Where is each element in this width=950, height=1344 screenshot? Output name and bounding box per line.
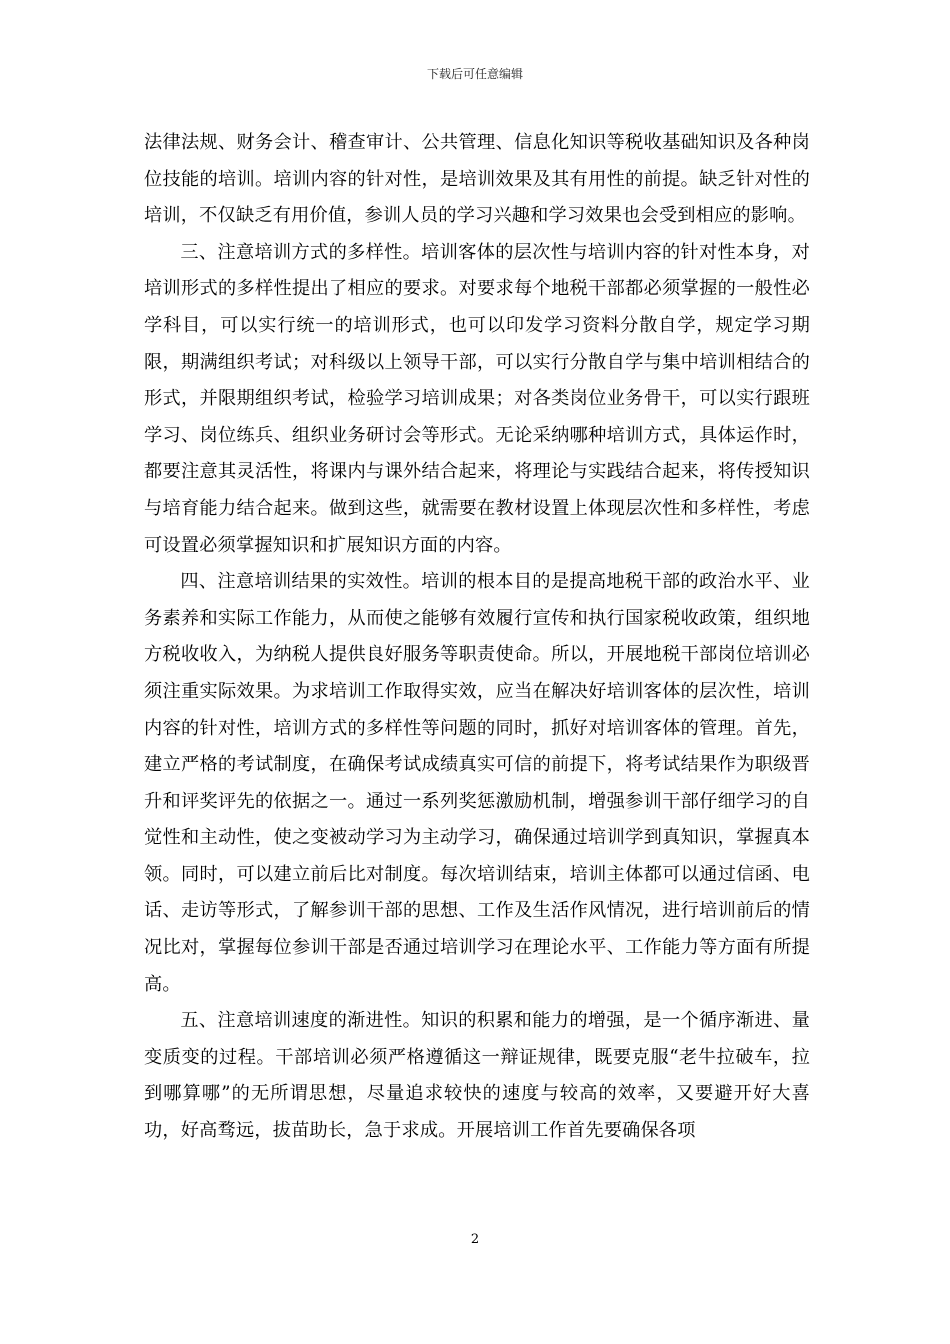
page-number: 2 [470, 1232, 480, 1247]
paragraph-3: 四、注意培训结果的实效性。培训的根本目的是提高地税干部的政治水平、业务素养和实际工作能力，从而使之能够有效履行宣传和执行国家税收政策，组织地方税收收入，为纳税人提供良好服务等职责使命。所以，开展地税干部岗位培训必须注重实际效果。为求培训工作取得实效，应当在解决好培训客体的层次性，培训内容的针对性，培训方式的多样性等问题的同时，抓好对培训客体的管理。首先，建立严格的考试制度，在确保考试成绩真实可信的前提下，将考试结果作为职级晋升和评奖评先的依据之一。通过一系列奖惩激励机制，增强参训干部仔细学习的自觉性和主动性，使之变被动学习为主动学习，确保通过培训学到真知识，掌握真本领。同时，可以建立前后比对制度。每次培训结束，培训主体都可以通过信函、电话、走访等形式，了解参训干部的思想、工作及生活作风情况，进行培训前后的情况比对，掌握每位参训干部是否通过培训学习在理论水平、工作能力等方面有所提高。 [144, 571, 810, 995]
paragraph-1: 法律法规、财务会计、稽查审计、公共管理、信息化知识等税收基础知识及各种岗位技能的培训。培训内容的针对性，是培训效果及其有用性的前提。缺乏针对性的培训，不仅缺乏有用价值，参训人员的学习兴趣和学习效果也会受到相应的影响。 [144, 132, 810, 227]
document-body [144, 125, 810, 1150]
paragraph-4: 五、注意培训速度的渐进性。知识的积累和能力的增强，是一个循序渐进、量变质变的过程。干部培训必须严格遵循这一辩证规律，既要克服“老牛拉破车，拉到哪算哪”的无所谓思想，尽量追求较快的速度与较高的效率，又要避开好大喜功，好高骛远，拔苗助长，急于求成。开展培训工作首先要确保各项 [144, 1010, 810, 1142]
paragraph-2: 三、注意培训方式的多样性。培训客体的层次性与培训内容的针对性本身，对培训形式的多样性提出了相应的要求。对要求每个地税干部都必须掌握的一般性必学科目，可以实行统一的培训形式，也可以印发学习资料分散自学，规定学习期限，期满组织考试；对科级以上领导干部，可以实行分散自学与集中培训相结合的形式，并限期组织考试，检验学习培训成果；对各类岗位业务骨干，可以实行跟班学习、岗位练兵、组织业务研讨会等形式。无论采纳哪种培训方式，具体运作时，都要注意其灵活性，将课内与课外结合起来，将理论与实践结合起来，将传授知识与培育能力结合起来。做到这些，就需要在教材设置上体现层次性和多样性，考虑可设置必须掌握知识和扩展知识方面的内容。 [144, 241, 810, 556]
page-header: 下载后可任意编辑 [426, 67, 523, 81]
